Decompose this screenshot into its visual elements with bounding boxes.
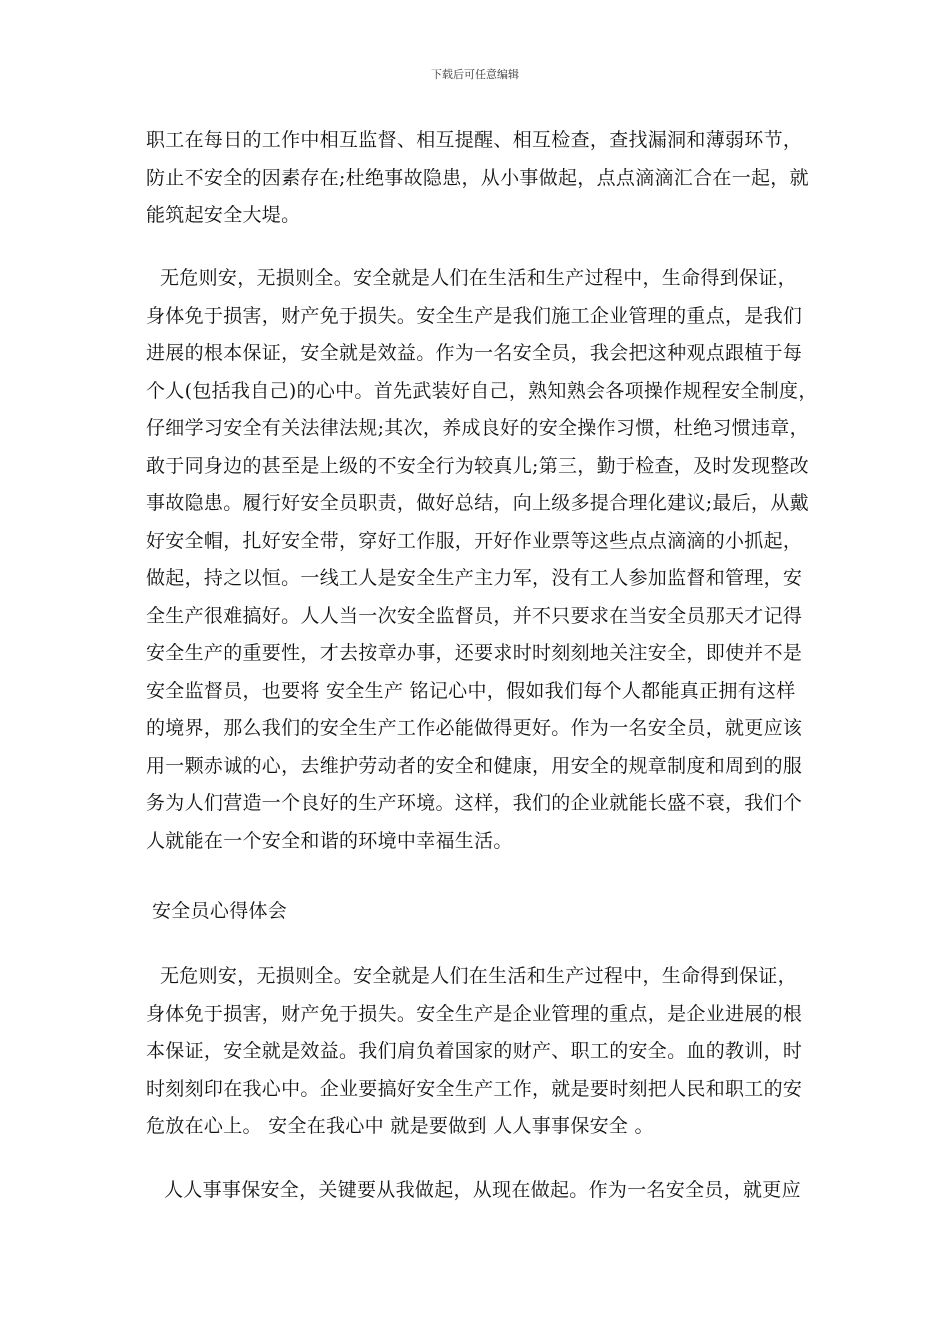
text-line: 的境界，那么我们的安全生产工作必能做得更好。作为一名安全员，就更应该	[146, 717, 803, 739]
text-line: 防止不安全的因素存在;杜绝事故隐患，从小事做起，点点滴滴汇合在一起，就	[146, 166, 809, 189]
text-line: 人人事事保安全，关键要从我做起，从现在做起。作为一名安全员，就更应	[164, 1179, 801, 1201]
section-heading	[146, 893, 836, 931]
text-line: 无危则安，无损则全。安全就是人们在生活和生产过程中，生命得到保证，	[160, 267, 797, 289]
text-line: 全生产很难搞好。人人当一次安全监督员，并不只要求在当安全员那天才记得	[146, 604, 803, 627]
text-line: 敢于同身边的甚至是上级的不安全行为较真儿;第三，勤于检查，及时发现整改	[146, 454, 809, 477]
heading-text: 安全员心得体会	[152, 900, 288, 922]
text-line: 进展的根本保证，安全就是效益。作为一名安全员，我会把这种观点跟植于每	[146, 342, 803, 364]
paragraph-start-from-me	[146, 1172, 836, 1210]
text-line: 务为人们营造一个良好的生产环境。这样，我们的企业就能长盛不衰，我们个	[146, 792, 803, 814]
text-line: 时刻刻印在我心中。企业要搞好安全生产工作，就是要时刻把人民和职工的安	[146, 1077, 803, 1100]
text-line: 安全监督员，也要将 安全生产 铭记心中，假如我们每个人都能真正拥有这样	[146, 679, 796, 702]
page-header: 下载后可任意编辑	[431, 68, 519, 81]
paragraph-safety-mind	[146, 958, 836, 1146]
paragraph-safety-importance	[146, 260, 836, 860]
text-line: 事故隐患。履行好安全员职责，做好总结，向上级多提合理化建议;最后，从戴	[146, 492, 809, 514]
text-line: 仔细学习安全有关法律法规;其次，养成良好的安全操作习惯，杜绝习惯违章，	[146, 417, 809, 439]
text-line: 人就能在一个安全和谐的环境中幸福生活。	[146, 829, 513, 852]
text-line: 好安全帽，扎好安全带，穿好工作服，开好作业票等这些点点滴滴的小抓起，	[146, 529, 803, 552]
text-line: 个人(包括我自己)的心中。首先武装好自己，熟知熟会各项操作规程安全制度，	[146, 379, 818, 402]
paragraph-continuation	[146, 122, 836, 235]
text-line: 能筑起安全大堤。	[146, 204, 301, 226]
text-line: 身体免于损害，财产免于损失。安全生产是我们施工企业管理的重点，是我们	[146, 304, 803, 327]
text-line: 危放在心上。 安全在我心中 就是要做到 人人事事保安全 。	[146, 1115, 654, 1137]
text-line: 安全生产的重要性，才去按章办事，还要求时时刻刻地关注安全，即使并不是	[146, 642, 803, 664]
text-line: 职工在每日的工作中相互监督、相互提醒、相互检查，查找漏洞和薄弱环节，	[146, 129, 803, 151]
text-line: 做起，持之以恒。一线工人是安全生产主力军，没有工人参加监督和管理，安	[146, 567, 803, 589]
text-line: 本保证，安全就是效益。我们肩负着国家的财产、职工的安全。血的教训，时	[146, 1040, 803, 1062]
text-line: 无危则安，无损则全。安全就是人们在生活和生产过程中，生命得到保证，	[160, 965, 797, 987]
text-line: 身体免于损害，财产免于损失。安全生产是企业管理的重点，是企业进展的根	[146, 1002, 803, 1025]
text-line: 用一颗赤诚的心，去维护劳动者的安全和健康，用安全的规章制度和周到的服	[146, 754, 803, 777]
